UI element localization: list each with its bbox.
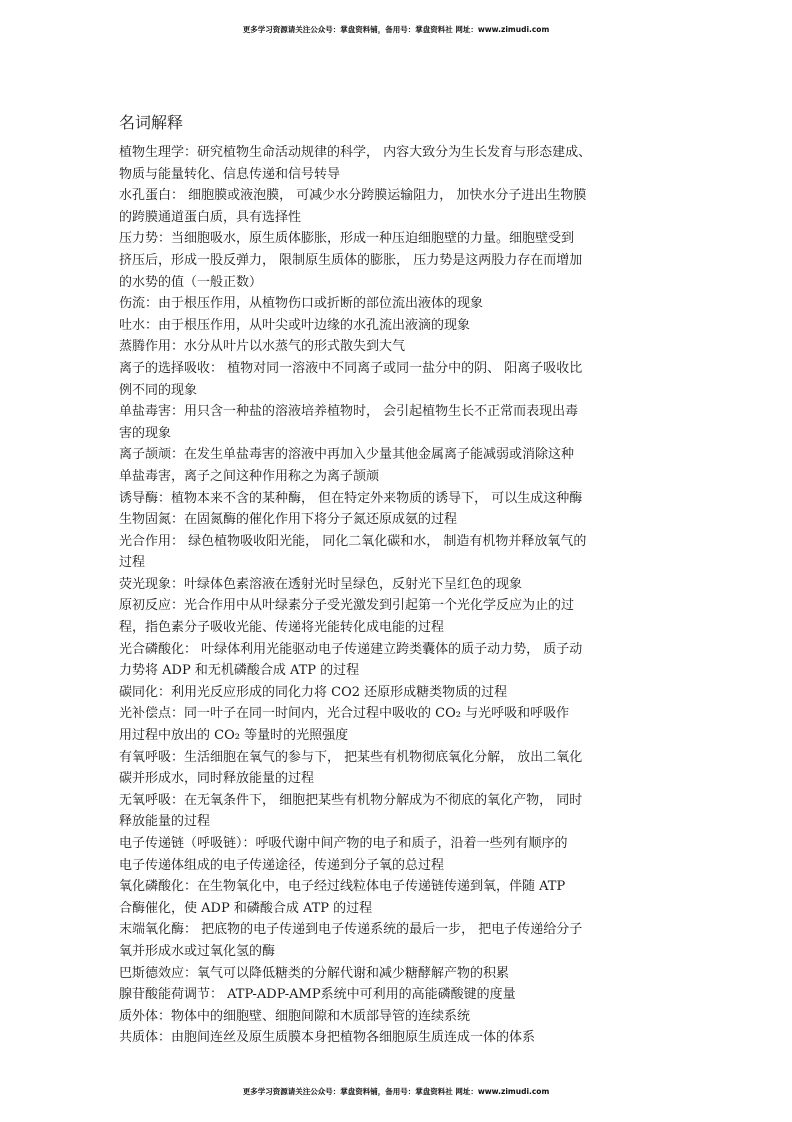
definition-entry: [119, 963, 679, 985]
definition-line: 水孔蛋白： 细胞膜或液泡膜， 可减少水分跨膜运输阻力， 加快水分子进出生物膜: [119, 188, 587, 204]
definition-entry: [119, 401, 679, 444]
definition-line: 例不同的现象: [119, 382, 198, 398]
definition-line: 巴斯德效应：氧气可以降低糖类的分解代谢和减少糖酵解产物的积累: [119, 965, 510, 981]
definition-entry: [119, 1027, 679, 1049]
definition-entry: [119, 703, 679, 746]
page-title: 名词解释: [119, 113, 184, 132]
definition-entry: [119, 639, 679, 682]
definition-line: 腺苷酸能荷调节： ATP-ADP-AMP系统中可利用的高能磷酸键的度量: [119, 987, 516, 1003]
definition-entry: [119, 919, 679, 962]
definition-entry: [119, 682, 679, 704]
definition-entry: [119, 509, 679, 531]
definition-entry: [119, 790, 679, 833]
definition-entry: [119, 142, 679, 185]
definition-line: 光补偿点：同一叶子在同一时间内，光合过程中吸收的 CO₂ 与光呼吸和呼吸作: [119, 706, 570, 722]
definition-line: 挤压后，形成一股反弹力， 限制原生质体的膨胀， 压力势是这两股力存在而增加: [119, 252, 583, 268]
definition-entry: [119, 531, 679, 574]
definition-line: 单盐毒害：用只含一种盐的溶液培养植物时， 会引起植物生长不正常而表现出毒: [119, 404, 579, 420]
definition-line: 害的现象: [119, 425, 172, 441]
header-banner: 更多学习资源请关注公众号：掌盘资料铺，备用号：掌盘资料社 网址：www.zimudi.com: [242, 25, 550, 34]
definition-entry: [119, 595, 679, 638]
definition-line: 的水势的值（一般正数）: [119, 274, 263, 290]
definition-line: 蒸腾作用：水分从叶片以水蒸气的形式散失到大气: [119, 339, 406, 355]
definition-line: 有氧呼吸：生活细胞在氧气的参与下， 把某些有机物彻底氧化分解， 放出二氧化: [119, 749, 583, 765]
definition-line: 伤流：由于根压作用，从植物伤口或折断的部位流出液体的现象: [119, 296, 484, 312]
definition-line: 离子颉颃：在发生单盐毒害的溶液中再加入少量其他金属离子能减弱或消除这种: [119, 447, 575, 463]
definition-line: 诱导酶：植物本来不含的某种酶， 但在特定外来物质的诱导下， 可以生成这种酶: [119, 490, 583, 506]
definition-line: 释放能量的过程: [119, 814, 211, 830]
definition-line: 的跨膜通道蛋白质，具有选择性: [119, 209, 302, 225]
definition-line: 荧光现象：叶绿体色素溶液在透射光时呈绿色，反射光下呈红色的现象: [119, 576, 523, 592]
definition-entry: [119, 488, 679, 510]
definition-line: 物质与能量转化、信息传递和信号转导: [119, 166, 341, 182]
definition-line: 电子传递体组成的电子传递途径，传递到分子氧的总过程: [119, 857, 445, 873]
definition-line: 压力势：当细胞吸水，原生质体膨胀，形成一种压迫细胞壁的力量。细胞壁受到: [119, 231, 575, 247]
definition-entry: [119, 358, 679, 401]
definition-line: 电子传递链（呼吸链）：呼吸代谢中间产物的电子和质子，沿着一些列有顺序的: [119, 836, 568, 851]
definition-line: 光合磷酸化： 叶绿体利用光能驱动电子传递建立跨类囊体的质子动力势， 质子动: [119, 641, 583, 657]
definition-entry: [119, 747, 679, 790]
definition-line: 程，指色素分子吸收光能、传递将光能转化成电能的过程: [119, 620, 445, 636]
definition-line: 光合作用： 绿色植物吸收阳光能， 同化二氧化碳和水， 制造有机物并释放氧气的: [119, 533, 587, 549]
definition-entry: [119, 833, 679, 876]
definition-line: 离子的选择吸收： 植物对同一溶液中不同离子或同一盐分中的阴、 阳离子吸收比: [119, 360, 583, 376]
definition-line: 单盐毒害，离子之间这种作用称之为离子颉颃: [119, 468, 380, 484]
definition-line: 合酶催化，使 ADP 和磷酸合成 ATP 的过程: [119, 900, 373, 916]
definition-list: [119, 142, 679, 1049]
definition-entry: [119, 876, 679, 919]
definition-line: 植物生理学：研究植物生命活动规律的科学， 内容大致分为生长发育与形态建成、: [119, 145, 592, 160]
definition-line: 生物固氮：在固氮酶的催化作用下将分子氮还原成氨的过程: [119, 512, 458, 528]
definition-line: 共质体：由胞间连丝及原生质膜本身把植物各细胞原生质连成一体的体系: [119, 1030, 536, 1046]
definition-line: 过程: [119, 555, 146, 571]
definition-entry: [119, 574, 679, 596]
definition-line: 末端氧化酶： 把底物的电子传递到电子传递系统的最后一步， 把电子传递给分子: [119, 922, 583, 938]
definition-line: 碳并形成水，同时释放能量的过程: [119, 771, 315, 787]
definition-line: 力势将 ADP 和无机磷酸合成 ATP 的过程: [119, 663, 360, 679]
definition-line: 原初反应：光合作用中从叶绿素分子受光激发到引起第一个光化学反应为止的过: [119, 598, 575, 614]
definition-line: 氧并形成水或过氧化氢的酶: [119, 943, 276, 959]
definition-entry: [119, 293, 679, 315]
definition-entry: [119, 228, 679, 293]
definition-line: 碳同化：利用光反应形成的同化力将 CO2 还原形成糖类物质的过程: [119, 684, 508, 700]
definition-entry: [119, 185, 679, 228]
definition-entry: [119, 336, 679, 358]
definition-entry: [119, 1006, 679, 1028]
footer-banner: 更多学习资源请关注公众号：掌盘资料铺，备用号：掌盘资料社 网址：www.zimudi.com: [242, 1087, 550, 1096]
definition-entry: [119, 315, 679, 337]
definition-line: 用过程中放出的 CO₂ 等量时的光照强度: [119, 728, 349, 744]
definition-line: 质外体：物体中的细胞壁、细胞间隙和木质部导管的连续系统: [119, 1008, 471, 1024]
definition-entry: [119, 984, 679, 1006]
definition-line: 吐水：由于根压作用，从叶尖或叶边缘的水孔流出液滴的现象: [119, 317, 471, 333]
definition-line: 无氧呼吸：在无氧条件下， 细胞把某些有机物分解成为不彻底的氧化产物， 同时: [119, 792, 583, 808]
definition-line: 氧化磷酸化：在生物氧化中，电子经过线粒体电子传递链传递到氧，伴随 ATP: [119, 879, 566, 895]
definition-entry: [119, 444, 679, 487]
